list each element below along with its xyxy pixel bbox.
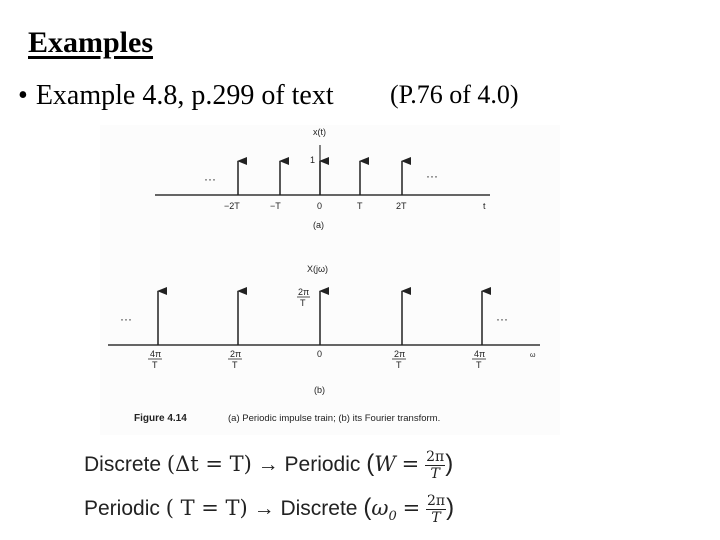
top-ylabel: x(t) [313, 127, 326, 137]
top-left-ellipsis: ··· [204, 172, 216, 186]
note-equals: = [401, 452, 420, 477]
bottom-tick-den: T [476, 360, 482, 370]
bottom-amplitude-num: 2π [298, 287, 310, 297]
top-tick-label: −T [270, 201, 281, 211]
note-word: Discrete [84, 453, 162, 477]
note-fraction [426, 494, 446, 525]
top-right-ellipsis: ··· [426, 169, 438, 183]
bullet-text: Example 4.8, p.299 of text [35, 80, 334, 111]
impulse-train-figure [100, 125, 560, 435]
note-close-paren: ) [446, 494, 455, 522]
bottom-ylabel: X(jω) [307, 264, 329, 274]
note-open-paren: ( [363, 494, 372, 522]
note-subscript: 0 [388, 509, 397, 525]
fraction-numerator: 2π [426, 449, 445, 465]
figure-caption-text: (a) Periodic impulse train; (b) its Fourier transform. [228, 413, 441, 424]
bottom-tick-num: 4π [150, 349, 162, 359]
bottom-zero-label: 0 [317, 349, 323, 359]
note-result: Discrete [280, 497, 358, 521]
bottom-axis-end-label: ω [530, 352, 536, 359]
bottom-tick-num: 2π [394, 349, 406, 359]
top-tick-label: 2T [396, 201, 407, 211]
figure-caption-label: Figure 4.14 [134, 413, 187, 424]
top-tick-label: −2T [224, 201, 240, 211]
note-condition: (Δt = T) [166, 452, 252, 477]
top-tick-label: T [357, 201, 363, 211]
note-equals: = [402, 496, 421, 521]
note-variable: W [374, 452, 396, 477]
page-reference: (P.76 of 4.0) [390, 80, 519, 109]
bottom-tick-den: T [152, 360, 158, 370]
bottom-left-ellipsis: ··· [120, 312, 132, 326]
bottom-tick-num: 2π [230, 349, 242, 359]
top-tick-label: 0 [317, 201, 323, 211]
bottom-amplitude-den: T [300, 298, 306, 308]
note-variable: ω [371, 496, 389, 521]
fraction-numerator: 2π [427, 493, 446, 509]
note-fraction [425, 450, 445, 481]
note-open-paren: ( [366, 450, 375, 478]
note-arrow: → [257, 453, 279, 477]
bottom-tick-den: T [396, 360, 402, 370]
note-word: Periodic [84, 497, 160, 521]
bullet-item [18, 80, 334, 112]
bullet-dot: • [18, 80, 28, 111]
note-arrow: → [253, 497, 275, 521]
fraction-denominator: T [431, 510, 441, 526]
top-axis-end-label: t [483, 201, 486, 211]
slide-title: Examples [28, 26, 154, 59]
bottom-sublabel: (b) [314, 385, 325, 395]
note-condition: ( T = T) [165, 496, 248, 521]
top-sublabel: (a) [313, 220, 324, 230]
note-result: Periodic [284, 453, 361, 477]
fraction-denominator: T [430, 466, 440, 482]
top-amplitude-label: 1 [310, 155, 316, 165]
note-periodic-to-discrete [84, 494, 454, 525]
note-close-paren: ) [445, 450, 454, 478]
bottom-tick-den: T [232, 360, 238, 370]
bottom-tick-num: 4π [474, 349, 486, 359]
textbook-figure [100, 125, 560, 435]
bottom-right-ellipsis: ··· [496, 312, 508, 326]
note-discrete-to-periodic [84, 450, 453, 481]
